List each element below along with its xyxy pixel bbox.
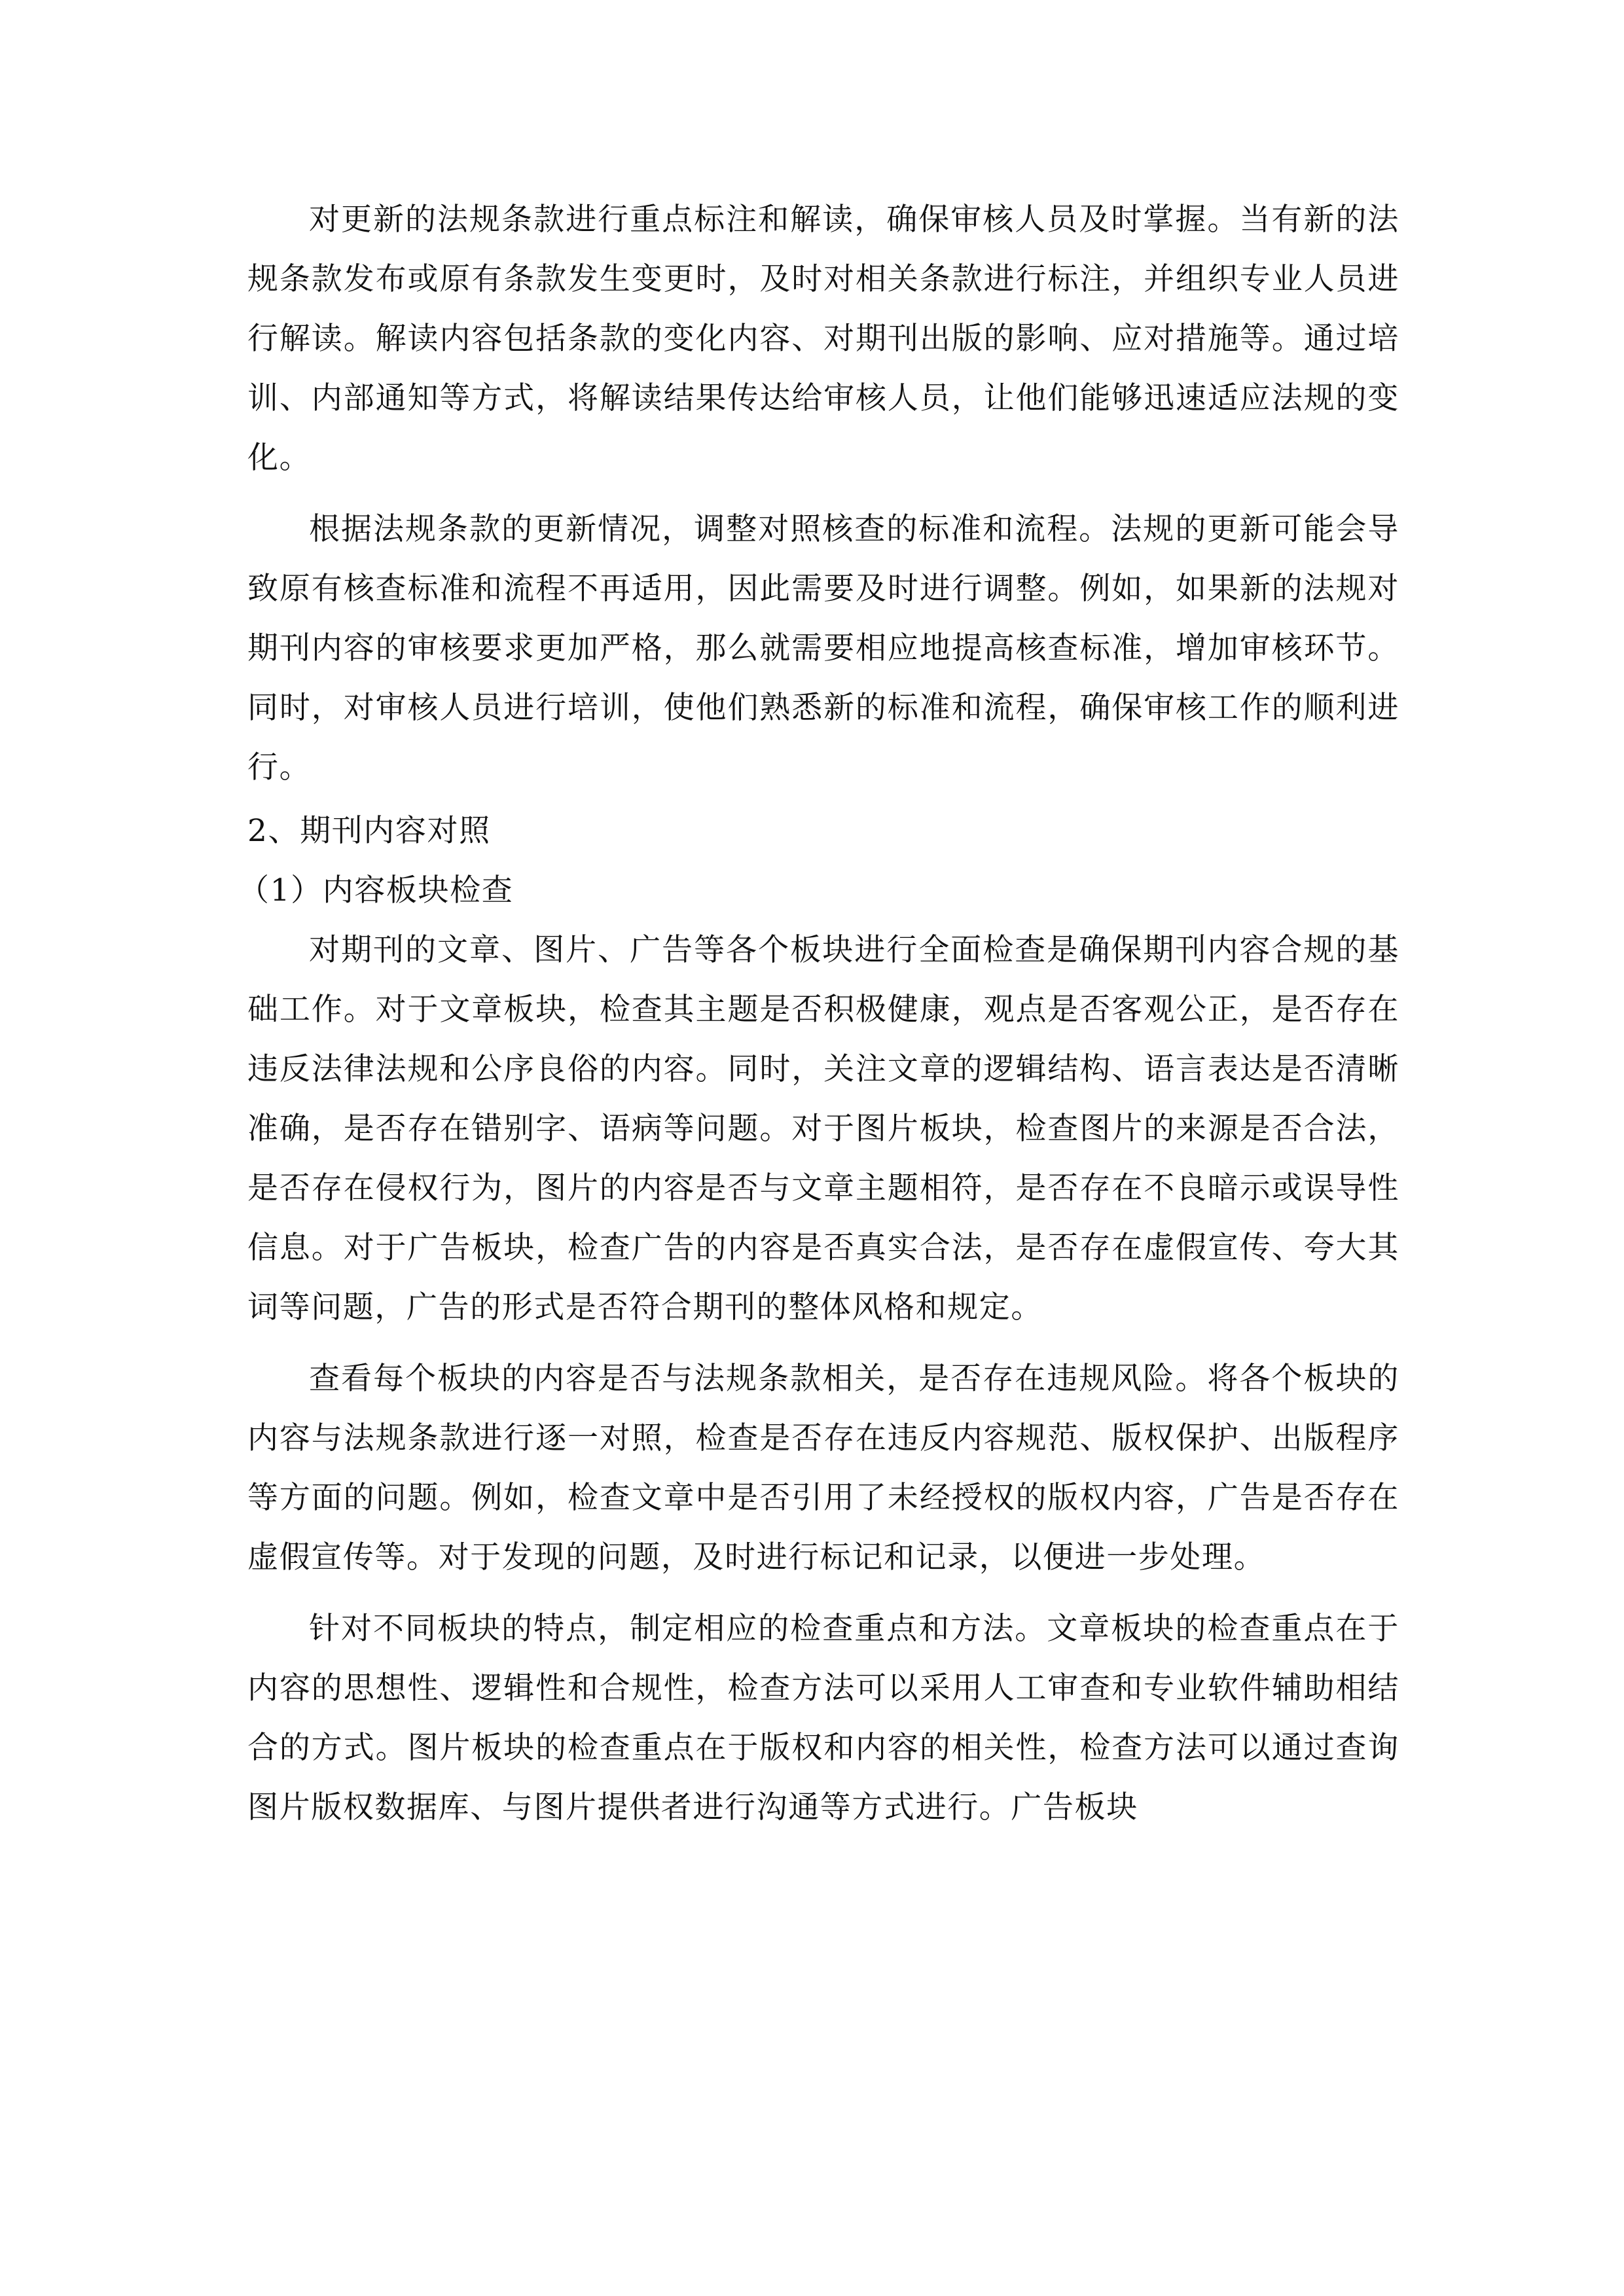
document-body — [238, 190, 1399, 1837]
paragraph-section-overview: 对期刊的文章、图片、广告等各个板块进行全面检查是确保期刊内容合规的基础工作。对于文章板块，检查其主题是否积极健康，观点是否客观公正，是否存在违反法律法规和公序良俗的内容。同时，关注文章的逻辑结构、语言表达是否清晰准确，是否存在错别字、语病等问题。对于图片板块，检查图片的来源是否合法，是否存在侵权行为，图片的内容是否与文章主题相符，是否存在不良暗示或误导性信息。对于广告板块，检查广告的内容是否真实合法，是否存在虚假宣传、夸大其词等问题，广告的形式是否符合期刊的整体风格和规定。 — [247, 932, 1399, 1325]
section-heading: 2、期刊内容对照 — [247, 813, 491, 849]
subsection-heading: （1）内容板块检查 — [238, 872, 514, 908]
paragraph-standard-adjustment: 根据法规条款的更新情况，调整对照核查的标准和流程。法规的更新可能会导致原有核查标准和流程不再适用，因此需要及时进行调整。例如，如果新的法规对期刊内容的审核要求更加严格，那么就需要相应地提高核查标准，增加审核环节。同时，对审核人员进行培训，使他们熟悉新的标准和流程，确保审核工作的顺利进行。 — [247, 511, 1399, 785]
paragraph-regulation-annotation: 对更新的法规条款进行重点标注和解读，确保审核人员及时掌握。当有新的法规条款发布或原有条款发生变更时，及时对相关条款进行标注，并组织专业人员进行解读。解读内容包括条款的变化内容、对期刊出版的影响、应对措施等。通过培训、内部通知等方式，将解读结果传达给审核人员，让他们能够迅速适应法规的变化。 — [247, 202, 1399, 476]
paragraph-check-methods: 针对不同板块的特点，制定相应的检查重点和方法。文章板块的检查重点在于内容的思想性、逻辑性和合规性，检查方法可以采用人工审查和专业软件辅助相结合的方式。图片板块的检查重点在于版权和内容的相关性，检查方法可以通过查询图片版权数据库、与图片提供者进行沟通等方式进行。广告板块 — [247, 1611, 1399, 1825]
paragraph-compliance-risk: 查看每个板块的内容是否与法规条款相关，是否存在违规风险。将各个板块的内容与法规条款进行逐一对照，检查是否存在违反内容规范、版权保护、出版程序等方面的问题。例如，检查文章中是否引用了未经授权的版权内容，广告是否存在虚假宣传等。对于发现的问题，及时进行标记和记录，以便进一步处理。 — [247, 1361, 1399, 1575]
